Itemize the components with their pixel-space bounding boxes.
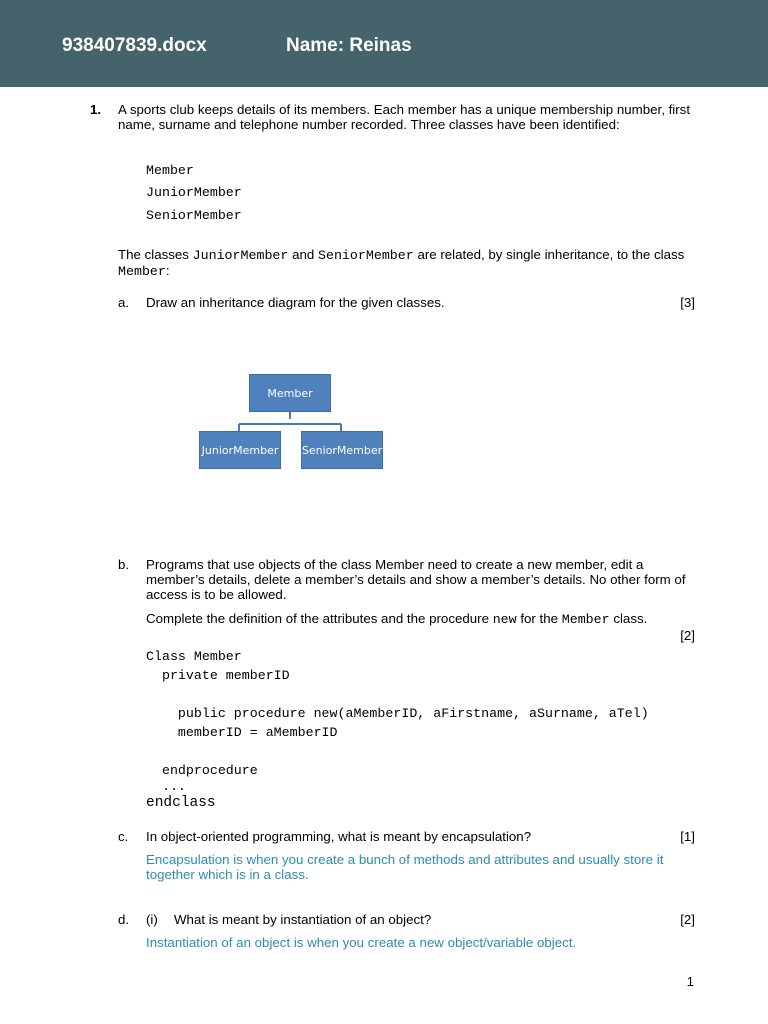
part-b-marks: [2] <box>680 628 695 643</box>
part-c-answer: Encapsulation is when you create a bunch of methods and attributes and usually store it together which is in a class. <box>146 852 664 882</box>
code-line <box>146 685 649 704</box>
part-b-letter: b. <box>118 557 130 572</box>
part-b-text: Programs that use objects of the class Member need to create a new member, edit a member’s details, delete a member’s details and show a member’s details. No other form of access is to be allowed. <box>146 557 686 602</box>
part-c-text: In object-oriented programming, what is meant by encapsulation? <box>146 829 532 844</box>
part-b-instruction: Complete the definition of the attributes and the procedure new for the Member class. <box>146 611 648 627</box>
code-block <box>146 647 649 794</box>
relation-text: The classes JuniorMember and SeniorMember are related, by single inheritance, to the class Member: <box>118 247 685 279</box>
class-name-member: Member <box>146 163 194 178</box>
code-line: private memberID <box>146 668 290 683</box>
code-line: memberID = aMemberID <box>146 725 338 740</box>
document-header <box>0 0 768 87</box>
part-d-marks: [2] <box>680 912 695 927</box>
page-number: 1 <box>686 974 694 989</box>
student-name: Name: Reinas <box>286 35 412 56</box>
diagram-box-junior: JuniorMember <box>199 431 281 469</box>
code-line: ... <box>146 779 186 794</box>
part-c-marks: [1] <box>680 829 695 844</box>
code-line: Class Member <box>146 649 242 664</box>
part-d-text: What is meant by instantiation of an object? <box>174 912 432 927</box>
code-line: public procedure new(aMemberID, aFirstname, aSurname, aTel) <box>146 706 649 721</box>
part-d-answer: Instantiation of an object is when you create a new object/variable object. <box>146 935 577 950</box>
part-c-letter: c. <box>118 829 129 844</box>
part-a-marks: [3] <box>680 295 695 310</box>
diagram-box-senior: SeniorMember <box>301 431 383 469</box>
part-d-letter: d. <box>118 912 130 927</box>
question-number: 1. <box>90 102 102 117</box>
part-a-letter: a. <box>118 295 130 310</box>
class-name-senior: SeniorMember <box>146 208 242 223</box>
file-name: 938407839.docx <box>62 35 207 56</box>
part-a-text: Draw an inheritance diagram for the given classes. <box>146 295 445 310</box>
question-intro: A sports club keeps details of its members. Each member has a unique membership number, first name, surname and telephone number recorded. Three classes have been identified: <box>118 102 691 132</box>
code-line <box>146 742 649 761</box>
code-line: endprocedure <box>146 763 258 778</box>
diagram-box-member: Member <box>249 374 331 412</box>
code-endclass: endclass <box>146 795 216 811</box>
part-d-subnum: (i) <box>146 912 158 927</box>
class-name-junior: JuniorMember <box>146 185 242 200</box>
